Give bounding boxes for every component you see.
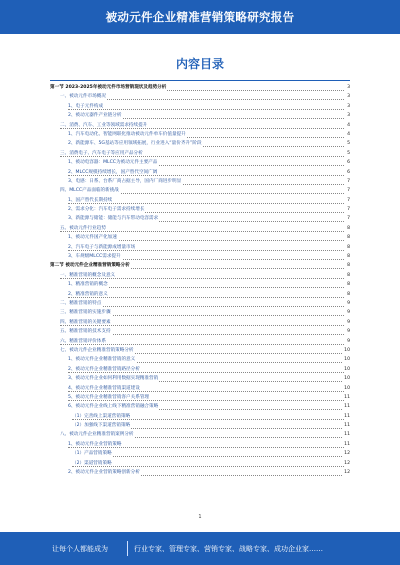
toc-entry-page: 7 xyxy=(347,216,350,222)
toc-entry[interactable] xyxy=(50,422,350,431)
toc-entry-text: 2、新能源车、5G基站等应用领域拓展，行业进入“量价齐升”阶段 xyxy=(68,141,202,147)
toc-entry-text: 四、MLCC产品面临的新挑战 xyxy=(60,188,119,194)
toc-entry[interactable] xyxy=(50,441,350,450)
toc-entry-text: 一、精准营销的概念及意义 xyxy=(60,272,116,278)
toc-entry[interactable] xyxy=(50,244,350,253)
toc-leader-dots xyxy=(60,306,344,307)
toc-entry-page: 6 xyxy=(347,160,350,166)
toc-entry-page: 10 xyxy=(344,357,350,363)
toc-entry-page: 10 xyxy=(344,347,350,353)
toc-entry-text: 5、被动元件企业精准营销客户关系管理 xyxy=(68,394,150,400)
page-footer xyxy=(0,532,400,565)
toc-entry[interactable] xyxy=(50,347,350,356)
toc-entry-text: 2、需求分化：汽车电子需求持续增长 xyxy=(68,207,145,213)
toc-entry-page: 8 xyxy=(347,291,350,297)
toc-entry-page: 4 xyxy=(347,122,350,128)
toc-entry[interactable] xyxy=(50,291,350,300)
toc-entry-text: 1、被动元件企业营销策略 xyxy=(68,441,122,447)
toc-entry-page: 11 xyxy=(344,432,350,438)
toc-entry-text: 1、国产替代长期持续 xyxy=(68,197,113,203)
toc-entry-text: 3、被动元件企业如何利用数据实现精准营销 xyxy=(68,376,159,382)
toc-entry-text: 2、汽车电子与新能源成增量市场 xyxy=(68,244,136,250)
toc-entry[interactable] xyxy=(50,178,350,187)
toc-entry-text: 3、电感：日系、台系厂商占据主导，国内厂商进步明显 xyxy=(68,178,182,184)
toc-entry-page: 3 xyxy=(347,113,350,119)
toc-entry[interactable] xyxy=(50,300,350,309)
toc-entry[interactable] xyxy=(50,253,350,262)
toc-entry-page: 7 xyxy=(347,207,350,213)
toc-entry[interactable] xyxy=(50,234,350,243)
toc-entry-text: 1、被动元件企业精准营销的意义 xyxy=(68,357,136,363)
toc-entry-text: 2、被动元件企业营销策略创新分析 xyxy=(68,470,140,476)
table-of-contents xyxy=(50,84,350,478)
toc-entry[interactable] xyxy=(50,225,350,234)
toc-entry-page: 8 xyxy=(347,254,350,260)
toc-entry-text: 1、精准营销的概念 xyxy=(68,282,108,288)
toc-entry-page: 8 xyxy=(347,244,350,250)
toc-entry-text: 五、精准营销的技术支持 xyxy=(60,329,111,335)
toc-entry-text: 七、被动元件企业精准营销策略分析 xyxy=(60,347,134,353)
toc-entry-text: 一、被动元件市场概况 xyxy=(60,94,106,100)
toc-entry-text: 1、电子元件构成 xyxy=(68,103,104,109)
toc-entry-page: 9 xyxy=(347,319,350,325)
toc-entry-page: 7 xyxy=(347,197,350,203)
toc-heading: 内容目录 xyxy=(175,57,224,71)
toc-entry-text: （1）产品营销策略 xyxy=(72,451,112,457)
toc-entry[interactable] xyxy=(50,84,350,93)
toc-entry[interactable] xyxy=(50,122,350,131)
toc-entry-page: 5 xyxy=(347,150,350,156)
toc-entry[interactable] xyxy=(50,385,350,394)
page-header xyxy=(0,0,400,34)
toc-entry-text: 1、汽车电动化、智能网联化推动被动元件单车价值量提升 xyxy=(68,131,186,137)
toc-entry[interactable] xyxy=(50,197,350,206)
toc-entry-page: 11 xyxy=(344,404,350,410)
toc-entry-page: 8 xyxy=(347,282,350,288)
toc-entry[interactable] xyxy=(50,413,350,422)
toc-entry[interactable] xyxy=(50,338,350,347)
toc-leader-dots xyxy=(68,287,344,288)
toc-entry[interactable] xyxy=(50,394,350,403)
toc-entry-page: 8 xyxy=(347,272,350,278)
toc-entry-page: 9 xyxy=(347,300,350,306)
toc-entry-text: 2、MLCC规模持续增长，国产替代空间广阔 xyxy=(68,169,158,175)
toc-entry[interactable] xyxy=(50,262,350,271)
toc-entry[interactable] xyxy=(50,375,350,384)
report-title: 被动元件企业精准营销策略研究报告 xyxy=(105,10,295,24)
toc-entry-text: 3、车规级MLCC需求提升 xyxy=(68,254,121,260)
toc-entry-text: 三、消费电子、汽车电子等应用产品分析 xyxy=(60,150,143,156)
page-number: 1 xyxy=(198,514,202,520)
toc-entry-text: 6、被动元件企业线上线下精准营销融合策略 xyxy=(68,404,159,410)
toc-leader-dots xyxy=(72,466,344,467)
toc-entry-page: 12 xyxy=(344,460,350,466)
toc-entry-text: 2、被动元件企业精准营销路径分析 xyxy=(68,366,140,372)
toc-entry[interactable] xyxy=(50,131,350,140)
toc-entry[interactable] xyxy=(50,112,350,121)
toc-entry[interactable] xyxy=(50,450,350,459)
toc-entry[interactable] xyxy=(50,206,350,215)
toc-entry[interactable] xyxy=(50,319,350,328)
toc-entry-text: 3、新能源与储能：储能与汽车带动电容需求 xyxy=(68,216,159,222)
toc-entry[interactable] xyxy=(50,272,350,281)
toc-entry-text: 2、被动元器件产业链分析 xyxy=(68,113,122,119)
toc-leader-dots xyxy=(72,456,344,457)
toc-entry-text: 1、被动元件国产化加速 xyxy=(68,235,117,241)
toc-entry-page: 12 xyxy=(344,451,350,457)
toc-entry-page: 10 xyxy=(344,366,350,372)
toc-entry[interactable] xyxy=(50,103,350,112)
toc-leader-dots xyxy=(68,109,344,110)
toc-entry-text: 八、被动元件企业精准营销案例分析 xyxy=(60,432,134,438)
toc-entry[interactable] xyxy=(50,309,350,318)
toc-entry-page: 12 xyxy=(344,470,350,476)
toc-entry[interactable] xyxy=(50,140,350,149)
toc-entry-page: 7 xyxy=(347,178,350,184)
toc-entry-page: 8 xyxy=(347,225,350,231)
toc-divider xyxy=(50,80,350,81)
toc-entry-text: 第一节 2023-2025年被动元件市场营销现状及趋势分析 xyxy=(50,85,167,90)
toc-entry-page: 11 xyxy=(344,441,350,447)
toc-entry-page: 4 xyxy=(347,131,350,137)
toc-entry-text: 第二节 被动元件企业精准营销策略分析 xyxy=(50,263,130,269)
toc-entry-text: 4、被动元件企业精准营销渠道建设 xyxy=(68,385,140,391)
toc-entry-text: 1、被动电容器：MLCC为被动元件主要产品 xyxy=(68,160,158,166)
toc-entry-page: 10 xyxy=(344,385,350,391)
toc-entry-page: 11 xyxy=(344,413,350,419)
toc-entry[interactable] xyxy=(50,215,350,224)
toc-entry-page: 3 xyxy=(347,94,350,100)
toc-entry-text: 2、精准营销的意义 xyxy=(68,291,108,297)
toc-entry-page: 3 xyxy=(347,85,350,90)
toc-entry-text: 四、精准营销的关键要素 xyxy=(60,319,111,325)
toc-entry[interactable] xyxy=(50,328,350,337)
footer-slogan-right: 行业专家、管理专家、营销专家、战略专家、成功企业家…… xyxy=(134,545,323,553)
toc-entry[interactable] xyxy=(50,356,350,365)
toc-entry-page: 8 xyxy=(347,263,350,269)
toc-entry[interactable] xyxy=(50,187,350,196)
toc-entry-page: 7 xyxy=(347,188,350,194)
toc-entry-text: （2）加强线下渠道营销策略 xyxy=(72,423,131,429)
toc-entry-text: （2）渠道营销策略 xyxy=(72,460,112,466)
toc-entry[interactable] xyxy=(50,403,350,412)
toc-entry[interactable] xyxy=(50,460,350,469)
toc-entry[interactable] xyxy=(50,281,350,290)
toc-entry-text: 六、精准营销评价体系 xyxy=(60,338,106,344)
toc-entry-text: （1）完善线上渠道营销策略 xyxy=(72,413,131,419)
toc-entry-page: 9 xyxy=(347,310,350,316)
footer-slogan-left: 让每个人都能成为 xyxy=(52,545,108,553)
toc-entry-text: 二、精准营销的特点 xyxy=(60,300,102,306)
toc-entry-page: 3 xyxy=(347,103,350,109)
toc-entry[interactable] xyxy=(50,159,350,168)
toc-entry-text: 三、精准营销的实施步骤 xyxy=(60,310,111,316)
footer-divider xyxy=(127,541,128,556)
toc-entry[interactable] xyxy=(50,469,350,478)
toc-entry[interactable] xyxy=(50,150,350,159)
toc-entry-page: 9 xyxy=(347,329,350,335)
toc-leader-dots xyxy=(68,297,344,298)
toc-entry-page: 10 xyxy=(344,376,350,382)
toc-entry[interactable] xyxy=(50,169,350,178)
toc-entry-text: 二、消费、汽车、工业等领域需求持续提升 xyxy=(60,122,148,128)
toc-entry[interactable] xyxy=(50,366,350,375)
toc-entry-page: 6 xyxy=(347,169,350,175)
toc-entry-page: 11 xyxy=(344,394,350,400)
toc-entry-text: 五、被动元件行业趋势 xyxy=(60,225,106,231)
toc-entry-page: 11 xyxy=(344,423,350,429)
toc-entry-page: 8 xyxy=(347,235,350,241)
toc-entry-page: 9 xyxy=(347,338,350,344)
toc-entry[interactable] xyxy=(50,431,350,440)
toc-entry[interactable] xyxy=(50,93,350,102)
toc-entry-page: 5 xyxy=(347,141,350,147)
